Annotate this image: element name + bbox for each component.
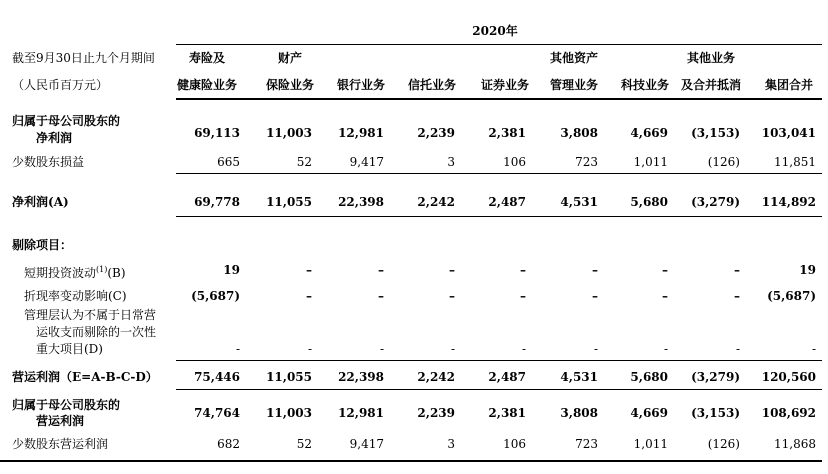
column-header-7-line2: 科技业务 (620, 78, 669, 92)
column-header-1-line2: 健康险业务 (176, 78, 237, 92)
cell-parent-op-col1: 74,764 (194, 406, 240, 420)
cell-minority-pl-col5: 106 (503, 155, 526, 169)
cell-one-off-col4: - (450, 342, 455, 356)
cell-minority-pl-col4: 3 (447, 155, 455, 169)
cell-parent-op-col6: 3,808 (560, 406, 598, 420)
column-header-1-line1: 寿险及 (188, 51, 225, 65)
cell-minority-op-col5: 106 (503, 437, 526, 451)
cell-short-term-col5: – (520, 263, 526, 277)
cell-discount-col5: – (520, 289, 526, 303)
row-label-parent-op-1: 归属于母公司股东的 (12, 398, 121, 412)
cell-parent-np-col1: 69,113 (194, 126, 240, 140)
column-header-3-line2: 银行业务 (336, 78, 385, 92)
cell-short-term-col4: – (449, 263, 455, 277)
cell-minority-pl-col3: 9,417 (349, 155, 384, 169)
short-term-suffix: (B) (107, 266, 126, 280)
cell-discount-col8: – (734, 289, 740, 303)
column-header-9-line2: 集团合并 (764, 78, 813, 92)
cell-minority-op-col1: 682 (217, 437, 240, 451)
cell-minority-pl-col2: 52 (296, 155, 312, 169)
cell-short-term-col2: – (306, 263, 312, 277)
row-label-net-profit (12, 195, 69, 209)
cell-parent-op-col4: 2,239 (417, 406, 455, 420)
cell-parent-np-col6: 3,808 (560, 126, 598, 140)
cell-minority-pl-col9: 11,851 (774, 155, 816, 169)
cell-net-profit-col6: 4,531 (560, 195, 598, 209)
cell-minority-op-col2: 52 (296, 437, 312, 451)
row-label-minority-pl: 少数股东损益 (12, 155, 85, 169)
cell-net-profit-col7: 5,680 (630, 195, 668, 209)
cell-operating-col5: 2,487 (488, 370, 526, 384)
cell-one-off-col2: - (307, 342, 312, 356)
cell-minority-op-col7: 1,011 (633, 437, 668, 451)
row-label-exclusions: 剔除项目： (12, 238, 73, 252)
column-header-6-line2: 管理业务 (549, 78, 598, 92)
cell-one-off-col1: - (235, 342, 240, 356)
column-header-5-line2: 证券业务 (480, 78, 529, 92)
cell-parent-op-col2: 11,003 (266, 406, 312, 420)
cell-short-term-col7: – (662, 263, 668, 277)
rule-after-net-profit (176, 216, 822, 217)
cell-minority-pl-col7: 1,011 (633, 155, 668, 169)
cell-net-profit-col8: (3,279) (691, 195, 740, 209)
column-header-8-line1: 其他业务 (686, 51, 735, 65)
cell-operating-col7: 5,680 (630, 370, 668, 384)
column-header-2-line1: 财产 (277, 51, 302, 65)
cell-net-profit-col2: 11,055 (266, 195, 312, 209)
row-label-one-off-1: 管理层认为不属于日常营 (24, 308, 157, 322)
cell-minority-pl-col6: 723 (575, 155, 598, 169)
currency-label: （人民币百万元） (12, 78, 109, 92)
column-header-8-line2: 及合并抵消 (680, 78, 741, 92)
table-bottom-rule (0, 460, 822, 462)
short-term-footnote: (1) (96, 265, 108, 274)
cell-minority-pl-col8: (126) (707, 155, 740, 169)
short-term-main: 短期投资波动 (24, 266, 97, 280)
cell-discount-col3: – (378, 289, 384, 303)
cell-operating-col6: 4,531 (560, 370, 598, 384)
row-label-parent-op-2: 营运利润 (36, 414, 85, 428)
cell-operating-col4: 2,242 (417, 370, 455, 384)
cell-discount-col6: – (592, 289, 598, 303)
cell-operating-col3: 22,398 (338, 370, 384, 384)
period-label: 截至9月30日止九个月期间 (12, 51, 155, 65)
cell-one-off-col7: - (663, 342, 668, 356)
row-label-minority-op: 少数股东营运利润 (12, 437, 109, 451)
cell-parent-op-col3: 12,981 (338, 406, 384, 420)
cell-one-off-col5: - (521, 342, 526, 356)
cell-minority-op-col8: (126) (707, 437, 740, 451)
cell-one-off-col3: - (379, 342, 384, 356)
cell-discount-col7: – (662, 289, 668, 303)
cell-parent-np-col5: 2,381 (488, 126, 526, 140)
cell-parent-op-col7: 4,669 (630, 406, 668, 420)
row-label-short-term (24, 263, 126, 280)
header-bottom-rule (176, 98, 822, 100)
cell-parent-op-col5: 2,381 (488, 406, 526, 420)
row-label-operating: 营运利润（E=A-B-C-D） (12, 370, 158, 384)
cell-net-profit-col5: 2,487 (488, 195, 526, 209)
row-label-parent-net-profit-2: 净利润 (36, 131, 73, 145)
cell-discount-col1: (5,687) (191, 289, 240, 303)
row-label-parent-net-profit-1: 归属于母公司股东的 (12, 114, 121, 128)
cell-parent-np-col2: 11,003 (266, 126, 312, 140)
cell-parent-np-col8: (3,153) (691, 126, 740, 140)
cell-parent-op-col9: 108,692 (761, 406, 816, 420)
cell-discount-col9: (5,687) (767, 289, 816, 303)
cell-net-profit-col9: 114,892 (761, 195, 816, 209)
cell-minority-op-col9: 11,868 (774, 437, 816, 451)
cell-minority-op-col6: 723 (575, 437, 598, 451)
cell-parent-op-col8: (3,153) (691, 406, 740, 420)
cell-operating-col8: (3,279) (691, 370, 740, 384)
cell-parent-np-col7: 4,669 (630, 126, 668, 140)
cell-short-term-col6: – (592, 263, 598, 277)
column-header-2-line2: 保险业务 (265, 78, 314, 92)
cell-operating-col2: 11,055 (266, 370, 312, 384)
rule-after-operating (176, 389, 822, 390)
cell-net-profit-col1: 69,778 (194, 195, 240, 209)
rule-before-operating (176, 360, 822, 361)
cell-short-term-col3: – (378, 263, 384, 277)
column-header-6-line1: 其他资产 (549, 51, 598, 65)
cell-short-term-col8: – (734, 263, 740, 277)
cell-operating-col9: 120,560 (761, 370, 816, 384)
column-header-4-line2: 信托业务 (407, 78, 456, 92)
cell-minority-op-col4: 3 (447, 437, 455, 451)
net-profit-suffix: (A) (48, 195, 69, 209)
cell-operating-col1: 75,446 (194, 370, 240, 384)
cell-net-profit-col4: 2,242 (417, 195, 455, 209)
cell-one-off-col9: - (811, 342, 816, 356)
cell-one-off-col8: - (735, 342, 740, 356)
row-label-one-off-2: 运收支而剔除的一次性 (36, 325, 157, 339)
cell-net-profit-col3: 22,398 (338, 195, 384, 209)
cell-minority-op-col3: 9,417 (349, 437, 384, 451)
year-header-rule (176, 44, 822, 45)
cell-minority-pl-col1: 665 (217, 155, 240, 169)
cell-short-term-col9: 19 (799, 263, 816, 277)
cell-discount-col4: – (449, 289, 455, 303)
cell-parent-np-col3: 12,981 (338, 126, 384, 140)
row-label-one-off-3: 重大项目(D) (36, 342, 103, 356)
row-label-discount: 折现率变动影响(C) (24, 289, 127, 303)
cell-parent-np-col9: 103,041 (761, 126, 816, 140)
rule-before-net-profit (176, 173, 822, 174)
cell-short-term-col1: 19 (223, 263, 240, 277)
net-profit-main: 净利润 (12, 195, 49, 209)
cell-one-off-col6: - (593, 342, 598, 356)
cell-discount-col2: – (306, 289, 312, 303)
year-header: 2020年 (472, 24, 518, 38)
cell-parent-np-col4: 2,239 (417, 126, 455, 140)
